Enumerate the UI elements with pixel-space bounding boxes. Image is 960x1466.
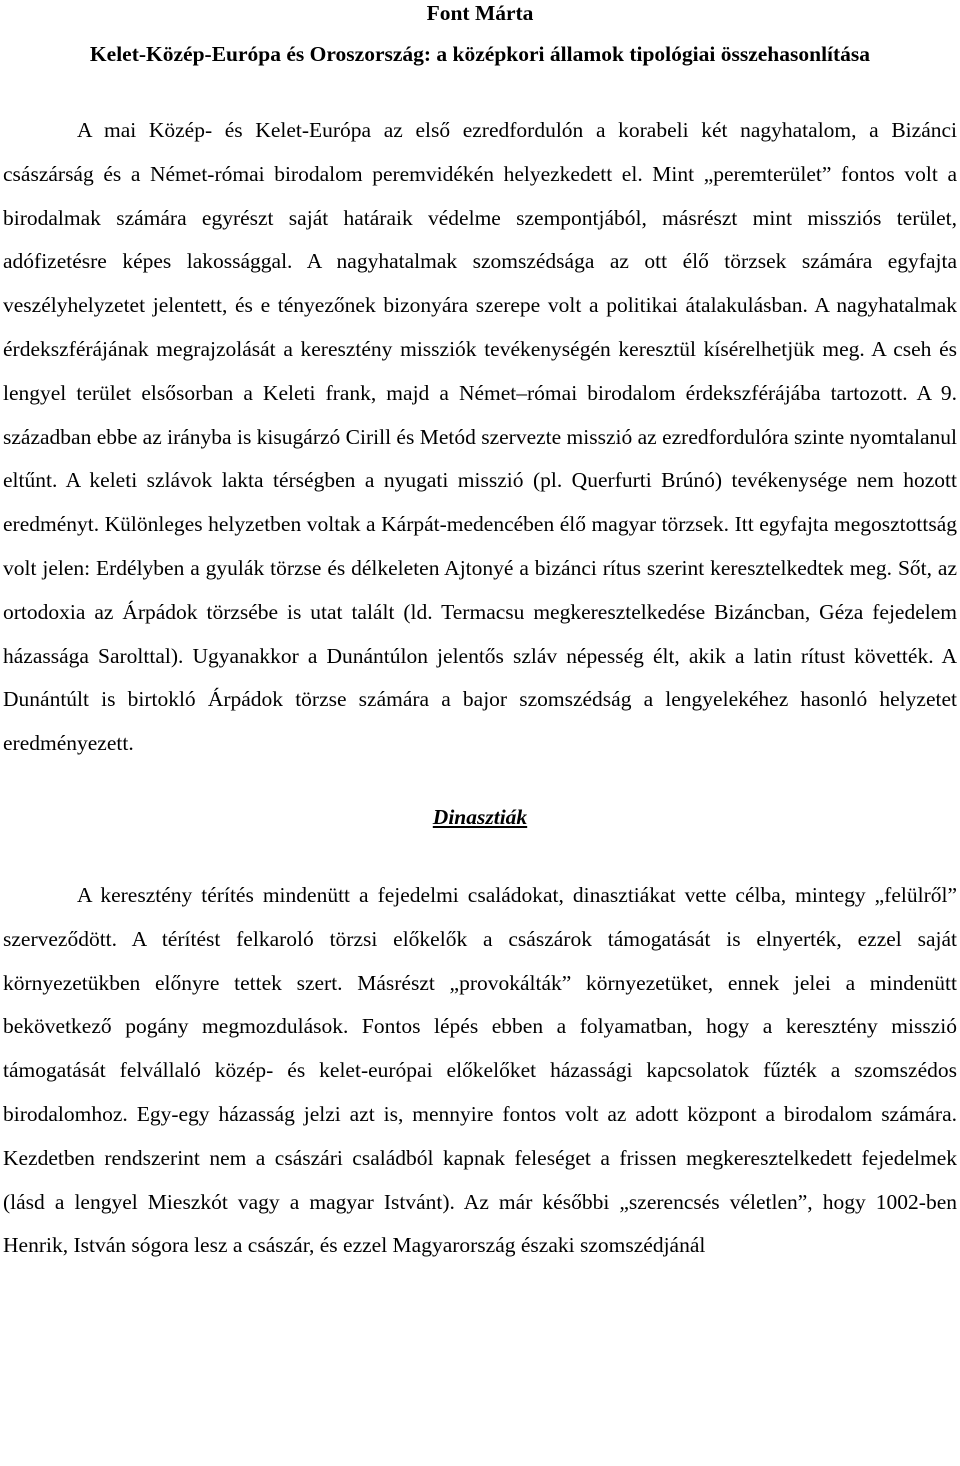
author-name: Font Márta [426,1,534,25]
paragraph-intro: A mai Közép- és Kelet-Európa az első ezredfordulón a korabeli két nagyhatalom, a Bizánci császárság és a Német-római birodalom peremvidékén helyezkedett el. Mint „peremterület” fontos volt a birodalmak számára egyrészt saját határaik védelme szempontjából, másrészt mint missziós terület, adófizetésre képes lakossággal. A nagyhatalmak szomszédsága az ott élő törzsek számára egyfajta veszélyhelyzetet jelentett, és e tényezőnek bizonyára szerepe volt a politikai átalakulásban. A nagyhatalmak érdekszférájának megrajzolását a keresztény missziók tevékenységén keresztül kísérelhetjük meg. A cseh és lengyel terület elsősorban a Keleti frank, majd a Német–római birodalom érdekszférájába tartozott. A 9. században ebbe az irányba is kisugárzó Cirill és Metód szervezte misszió az ezredfordulóra szinte nyomtalanul eltűnt. A keleti szlávok lakta térségben a nyugati misszió (pl. Querfurti Brúnó) tevékenysége nem hozott eredményt. Különleges helyzetben voltak a Kárpát-medencében élő magyar törzsek. Itt egyfajta megosztottság volt jelen: Erdélyben a gyulák törzse és délkeleten Ajtonyé a bizánci rítus szerint keresztelkedtek meg. Sőt, az ortodoxia az Árpádok törzsébe is utat talált (ld. Termacsu megkeresztelkedése Bizáncban, Géza fejedelem házassága Sarolttal). Ugyanakkor a Dunántúlon jelentős szláv népesség élt, akik a latin rítust követték. A Dunántúlt is birtokló Árpádok törzse számára a bajor szomszédság a lengyelekéhez hasonló helyzetet eredményezett. [3,118,957,756]
paragraph-dynasties: A keresztény térítés mindenütt a fejedelmi családokat, dinasztiákat vette célba, mintegy „felülről” szerveződött. A térítést felkaroló törzsi előkelők a császárok támogatását is elnyerték, ezzel saját környezetükben előnyre tettek szert. Másrészt „provokálták” környezetüket, ennek jelei a mindenütt bekövetkező pogány megmozdulások. Fontos lépés ebben a folyamatban, hogy a keresztény misszió támogatását felvállaló közép- és kelet-európai előkelőket házassági kapcsolatok fűzték a szomszédos birodalomhoz. Egy-egy házasság jelzi azt is, mennyire fontos volt az adott központ a birodalom számára. Kezdetben rendszerint nem a császári családból kapnak feleséget a frissen megkeresztelkedett fejedelmek (lásd a lengyel Mieszkót vagy a magyar Istvánt). Az már későbbi „szerencsés véletlen”, hogy 1002-ben Henrik, István sógora lesz a császár, és ezzel Magyarország északi szomszédjánál [3,882,957,1258]
document-title: Kelet-Közép-Európa és Oroszország: a középkori államok tipológiai összehasonlítása [89,42,871,66]
section-heading-dynasties: Dinasztiák [432,804,528,829]
